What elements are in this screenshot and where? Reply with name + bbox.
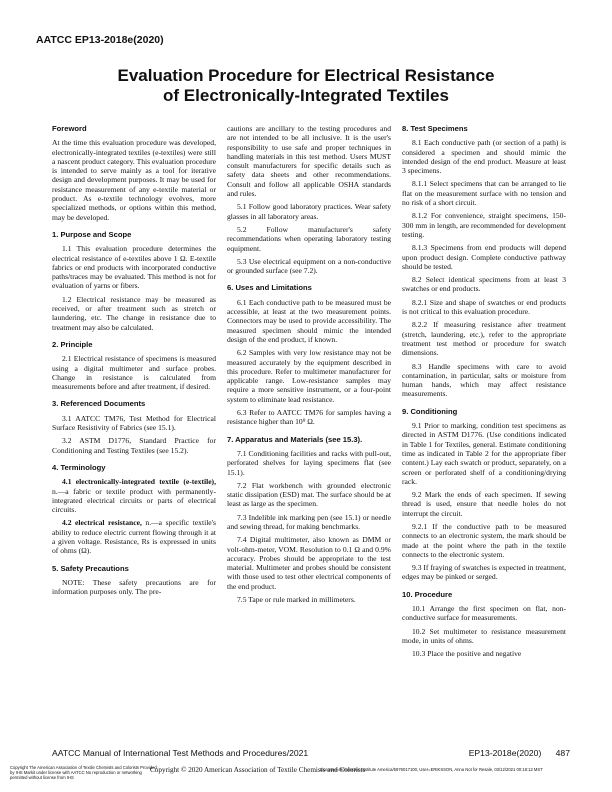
paragraph: 8.1.2 For convenience, straight specimens, 150-300 mm in length, are recommended for development testing.	[402, 211, 566, 239]
paragraph: 9.3 If fraying of swatches is expected in treatment, edges may be pinked or serged.	[402, 563, 566, 582]
footer-code-page	[469, 748, 570, 758]
paragraph: 9.2 Mark the ends of each specimen. If sewing thread is used, ensure that needle holes do not interrupt the circuit.	[402, 490, 566, 518]
title-line-2: of Electronically-Integrated Textiles	[163, 86, 449, 105]
definition: n.—a specific textile's ability to reduce electric current flowing through it at a given voltage. Resistance, Rs is expressed in units of ohms (Ω).	[52, 518, 217, 556]
paragraph: 3.1 AATCC TM76, Test Method for Electrical Surface Resistivity of Fabrics (see 15.1).	[52, 413, 216, 433]
footer-manual-title: AATCC Manual of International Test Methods and Procedures/2021	[52, 748, 309, 758]
paragraph: 9.1 Prior to marking, condition test specimens as directed in ASTM D1776. (Use conditions indicated in Table 1 for Textiles, general. Estimate conditioning time as indicated in Table 2 for the appropriate fiber content.) Lay each swatch or product, separately, on a screen or perforated shelf of a conditioning/drying rack.	[402, 421, 566, 486]
paragraph: 7.1 Conditioning facilities and racks with pull-out, perforated shelves for laying specimens flat (see 15.1).	[227, 448, 391, 477]
section-heading: 1. Purpose and Scope	[52, 229, 132, 239]
copyright-notice: Copyright © 2020 American Association of Textile Chemists and Colorists	[150, 766, 366, 774]
paragraph: 9.2.1 If the conductive path to be measured connects to an electronic system, the mark should be made at the point where the path in the textile connects to the electronic system.	[402, 521, 566, 559]
paragraph: cautions are ancillary to the testing procedures and are not intended to be all inclusive. It is the user's responsibility to use safe and proper techniques in handling materials in this test method. Users MUST consult manufacturers for specific details such as safety data sheets and other recommendations. Consult and follow all applicable OSHA standards and rules.	[227, 124, 391, 199]
paragraph: 6.1 Each conductive path to be measured must be accessible, at least at the two measurement points. Connectors may be used to provide accessibility. The measured specimen should mimic the intended design of the end product, if known.	[227, 297, 391, 344]
section-heading: 4. Terminology	[52, 462, 106, 472]
paragraph: 8.1 Each conductive path (or section of a path) is considered a specimen and should mimic the intended design of the end product. Measure at least 3 specimens.	[402, 138, 566, 176]
section-heading: 5. Safety Precautions	[52, 563, 129, 573]
paragraph: 7.3 Indelible ink marking pen (see 15.1) or needle and sewing thread, for making benchmarks.	[227, 512, 391, 531]
document-code-header: AATCC EP13-2018e(2020)	[36, 34, 164, 46]
paragraph: 7.5 Tape or rule marked in millimeters.	[237, 595, 356, 605]
page-number: 487	[555, 748, 570, 758]
paragraph: 5.1 Follow good laboratory practices. Wear safety glasses in all laboratory areas.	[227, 202, 391, 221]
section-heading: 3. Referenced Documents	[52, 399, 146, 409]
term: 4.1 electronically-integrated textile (e-textile),	[62, 477, 216, 487]
paragraph: 5.3 Use electrical equipment on a non-conductive or grounded surface (see 7.2).	[227, 256, 391, 276]
title-line-1: Evaluation Procedure for Electrical Resistance	[117, 66, 495, 85]
paragraph: 10.1 Arrange the first specimen on flat, non-conductive surface for measurements.	[402, 604, 566, 623]
section-heading: 10. Procedure	[402, 589, 453, 599]
paragraph: 1.2 Electrical resistance may be measured as received, or after treatment such as stretch or laundering, etc. The change in resistance due to treatment may also be calculated.	[52, 294, 216, 332]
section-heading: 7. Apparatus and Materials (see 15.3).	[227, 434, 363, 444]
document-title	[36, 66, 576, 106]
paragraph: 10.3 Place the positive and negative	[412, 649, 522, 659]
paragraph: 7.2 Flat workbench with grounded electronic static dissipation (ESD) mat. The surface should be at least as large as the specimen.	[227, 480, 391, 509]
paragraph: NOTE: These safety precautions are for information purposes only. The pre-	[52, 577, 216, 597]
paragraph: 1.1 This evaluation procedure determines the electrical resistance of e-textiles above 1 Ω. E-textile fabrics or end products with incorporated conductive paths/traces may be evaluated. This method is not for evaluation of yarns or fibers.	[52, 244, 216, 291]
section-heading: Foreword	[52, 124, 87, 133]
paragraph: At the time this evaluation procedure was developed, electronically-integrated textiles (e-textiles) were still a nascent product category. This evaluation procedure is intended to serve mainly as a tool for iterative design and development purposes. It may be used for resistance measurement of any e-textile material or product. As e-textile technology evolves, more specialized methods, or options within this method, may be developed.	[52, 138, 216, 222]
paragraph: 8.3 Handle specimens with care to avoid contamination, in particular, salts or moisture from human hands, which may affect resistance measurements.	[402, 361, 566, 399]
definition: n.—a fabric or textile product with permanently-integrated electrical circuits or parts of electrical circuits.	[52, 486, 216, 515]
paragraph: 10.2 Set multimeter to resistance measurement mode, in units of ohms.	[402, 626, 566, 645]
section-heading: 2. Principle	[52, 339, 93, 349]
paragraph: 8.1.3 Specimens from end products will depend upon product design. Complete conductive pathway should be tested.	[402, 243, 566, 271]
paragraph	[52, 518, 216, 555]
paragraph	[52, 477, 216, 514]
paragraph: 6.3 Refer to AATCC TM76 for samples having a resistance higher than 10⁹ Ω.	[227, 408, 391, 427]
licensee-notice: Licensee=Hohenstein Institute America/5976017100, User=ERIKSSON, Anna Not for Resale, 03/12/2021 00:18:12 MST	[320, 767, 543, 772]
section-heading: 8. Test Specimens	[402, 124, 468, 133]
paragraph: 7.4 Digital multimeter, also known as DMM or volt-ohm-meter, VOM. Resolution to 0.1 Ω and 0.9% accuracy. Probes should be appropriate to the test material. Multimeter and probes should be consistent with those used to test other electrical components of the end product.	[227, 535, 391, 591]
footer-code: EP13-2018e(2020)	[468, 748, 542, 758]
column-left	[52, 124, 216, 600]
license-notice: Copyright The American Association of Textile Chemists and Colorists Provided by IHS Markit under license with AATCC No reproduction or networking permitted without license from IHS	[10, 765, 157, 780]
paragraph: 8.2 Select identical specimens from at least 3 swatches or end products.	[402, 275, 566, 294]
section-heading: 9. Conditioning	[402, 406, 458, 416]
paragraph: 6.2 Samples with very low resistance may not be measured accurately by the equipment described in this procedure. Refer to multimeter manufacturer for applicable range. Low-resistance samples may require a more sensitive instrument, or a four-point system to eliminate lead resistance.	[227, 348, 391, 404]
paragraph: 8.2.1 Size and shape of swatches or end products is not critical to this evaluation procedure.	[402, 297, 566, 317]
paragraph: 5.2 Follow manufacturer's safety recommendations when operating laboratory testing equipment.	[227, 224, 391, 253]
column-middle	[227, 124, 391, 608]
section-heading: 6. Uses and Limitations	[227, 283, 312, 293]
paragraph: 8.1.1 Select specimens that can be arranged to lie flat on the measurement surface with no tension and no risk of a short circuit.	[402, 179, 566, 208]
paragraph: 3.2 ASTM D1776, Standard Practice for Conditioning and Testing Textiles (see 15.2).	[52, 436, 216, 455]
column-right	[402, 124, 566, 663]
paragraph: 2.1 Electrical resistance of specimens is measured using a digital multimeter and surface probes. Change in resistance is calculated from measurements before and after treatment, if desired.	[52, 354, 216, 392]
term: 4.2 electrical resistance,	[62, 518, 142, 528]
paragraph: 8.2.2 If measuring resistance after treatment (stretch, laundering, etc.), refer to the appropriate treatment test method or procedure for swatch dimensions.	[402, 320, 566, 358]
